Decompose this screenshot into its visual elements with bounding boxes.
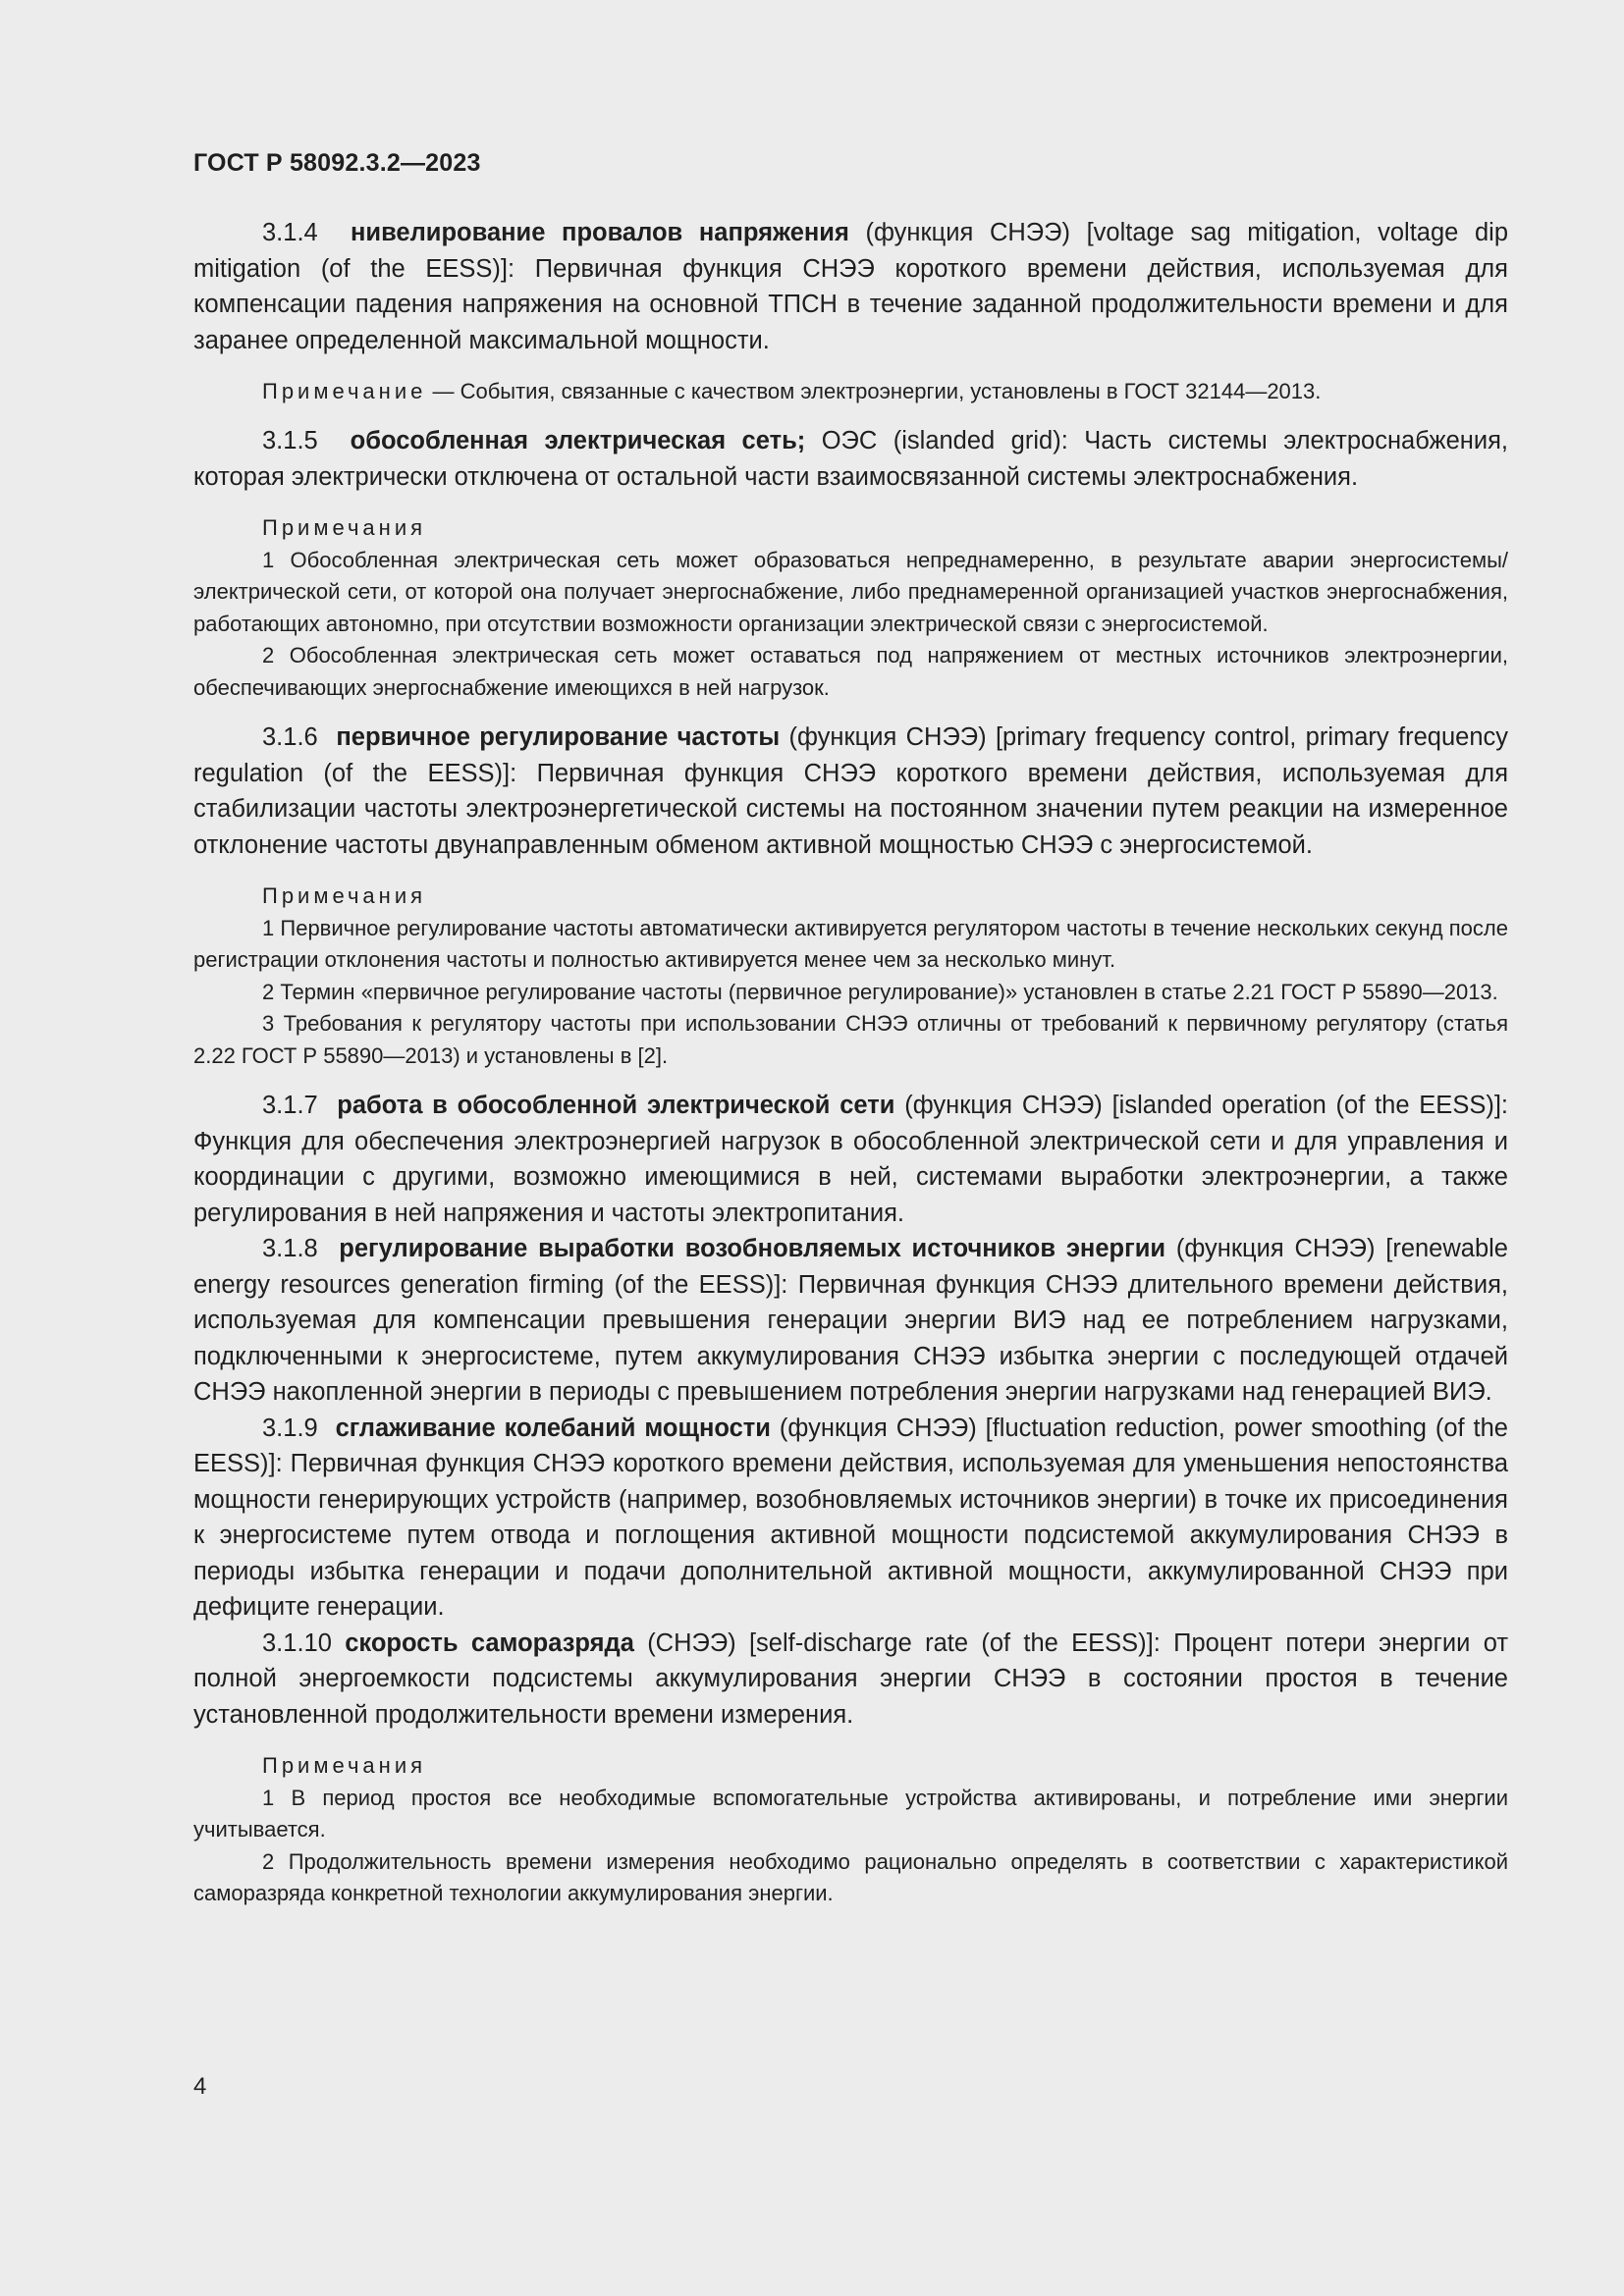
term-number: 3.1.9 bbox=[262, 1414, 318, 1442]
term-name: сглаживание колебаний мощности bbox=[335, 1414, 771, 1442]
term-number: 3.1.4 bbox=[262, 219, 318, 246]
note-3-1-6-item-1: 1 Первичное регулирование частоты автоматически активируется регулятором частоты в течение нескольких секунд после регистрации отклонения частоты и полностью активируется менее чем за несколько минут. bbox=[193, 915, 1508, 972]
note-3-1-10-item-2: 2 Продолжительность времени измерения необходимо рационально определять в соответствии с характеристикой саморазряда конкретной технологии аккумулирования энергии. bbox=[193, 1848, 1508, 1905]
term-definition: (функция СНЭЭ) [fluctuation reduction, power smoothing (of the EESS)]: Первичная функция СНЭЭ короткого времени действия, используемая для уменьшения непостоянства мощности генерирующих устройств (например, возобновляемых источников энергии) в точке их присоединения к энергосистеме путем отвода и поглощения активной мощности подсистемой аккумулирования СНЭЭ в периоды избытка генерации и подачи дополнительной активной мощности, аккумулированной СНЭЭ при дефиците генерации. bbox=[193, 1414, 1508, 1621]
term-name: работа в обособленной электрической сети bbox=[337, 1092, 895, 1119]
note-3-1-10-item-1: 1 В период простоя все необходимые вспомогательные устройства активированы, и потребление ими энергии учитывается. bbox=[193, 1785, 1508, 1842]
term-number: 3.1.6 bbox=[262, 723, 318, 751]
term-3-1-8 bbox=[193, 1231, 1508, 1411]
page-number: 4 bbox=[193, 2073, 207, 2100]
notes-heading-3-1-10: Примечания bbox=[262, 1753, 427, 1778]
note-3-1-6-item-2: 2 Термин «первичное регулирование частоты (первичное регулирование)» установлен в статье 2.21 ГОСТ Р 55890—2013. bbox=[262, 979, 1498, 1004]
term-name: обособленная электрическая сеть; bbox=[350, 427, 806, 454]
term-number: 3.1.10 bbox=[262, 1629, 332, 1657]
term-3-1-5 bbox=[193, 423, 1508, 495]
term-definition: (функция СНЭЭ) [islanded operation (of the EESS)]: Функция для обеспечения электроэнергией нагрузок в обособленной электрической сети и для управления и координации с другими, возможно имеющимися в ней, системами выработки электроэнергии, а также регулирования в ней напряжения и частоты электропитания. bbox=[193, 1092, 1508, 1227]
term-definition: (СНЭЭ) [self-discharge rate (of the EESS)]: Процент потери энергии от полной энергоемкости подсистемы аккумулирования энергии СНЭЭ в состоянии простоя в течение установленной продолжительности времени измерения. bbox=[193, 1629, 1508, 1729]
term-name: нивелирование провалов напряжения bbox=[351, 219, 849, 246]
term-definition: ОЭС (islanded grid): Часть системы электроснабжения, которая электрически отключена от остальной части взаимосвязанной системы электроснабжения. bbox=[193, 427, 1509, 491]
notes-heading-3-1-5: Примечания bbox=[262, 515, 427, 540]
term-definition: (функция СНЭЭ) [voltage sag mitigation, voltage dip mitigation (of the EESS)]: Первичная функция СНЭЭ короткого времени действия, используемая для компенсации падения напряжения на основной ТПСН в течение заданной продолжительности времени и для заранее определенной максимальной мощности. bbox=[193, 219, 1509, 354]
notes-heading-3-1-6: Примечания bbox=[262, 883, 427, 908]
note-3-1-5-item-1: 1 Обособленная электрическая сеть может образоваться непреднамеренно, в результате аварии энергосистемы/электрической сети, от которой она получает энергоснабжение, либо преднамеренной организацией участков энергоснабжения, работающих автономно, при отсутствии возможности организации электрической связи с энергосистемой. bbox=[193, 547, 1508, 636]
term-3-1-7 bbox=[193, 1088, 1508, 1231]
note-3-1-5-item-2: 2 Обособленная электрическая сеть может оставаться под напряжением от местных источников электроэнергии, обеспечивающих энергоснабжение имеющихся в ней нагрузок. bbox=[193, 643, 1508, 700]
term-number: 3.1.5 bbox=[262, 427, 318, 454]
term-3-1-4 bbox=[193, 215, 1508, 358]
term-definition: (функция СНЭЭ) [primary frequency control, primary frequency regulation (of the EESS)]: Первичная функция СНЭЭ короткого времени действия, используемая для стабилизации частоты электроэнергетической системы на постоянном значении путем реакции на измеренное отклонение частоты двунаправленным обменом активной мощностью СНЭЭ с энергосистемой. bbox=[193, 723, 1508, 859]
term-3-1-6 bbox=[193, 720, 1508, 863]
term-number: 3.1.8 bbox=[262, 1235, 318, 1262]
note-text: — События, связанные с качеством электроэнергии, установлены в ГОСТ 32144—2013. bbox=[426, 379, 1322, 403]
note-label: Примечание bbox=[262, 379, 427, 403]
term-number: 3.1.7 bbox=[262, 1092, 318, 1119]
term-3-1-9 bbox=[193, 1411, 1508, 1626]
term-name: скорость саморазряда bbox=[345, 1629, 634, 1657]
term-definition: (функция СНЭЭ) [renewable energy resources generation firming (of the EESS)]: Первичная функция СНЭЭ длительного времени действия, используемая для компенсации превышения генерации энергии ВИЭ над ее потреблением нагрузками, подключенными к энергосистеме, путем аккумулирования СНЭЭ избытка энергии с последующей отдачей СНЭЭ накопленной энергии в периоды с превышением потребления энергии нагрузками над генерацией ВИЭ. bbox=[193, 1235, 1508, 1406]
term-3-1-10 bbox=[193, 1626, 1508, 1734]
note-3-1-4 bbox=[193, 376, 1508, 407]
term-name: регулирование выработки возобновляемых источников энергии bbox=[339, 1235, 1166, 1262]
document-code-header: ГОСТ Р 58092.3.2—2023 bbox=[193, 149, 481, 177]
note-3-1-6-item-3: 3 Требования к регулятору частоты при использовании СНЭЭ отличны от требований к первичному регулятору (статья 2.22 ГОСТ Р 55890—2013) и установлены в [2]. bbox=[193, 1011, 1508, 1068]
term-name: первичное регулирование частоты bbox=[336, 723, 781, 751]
